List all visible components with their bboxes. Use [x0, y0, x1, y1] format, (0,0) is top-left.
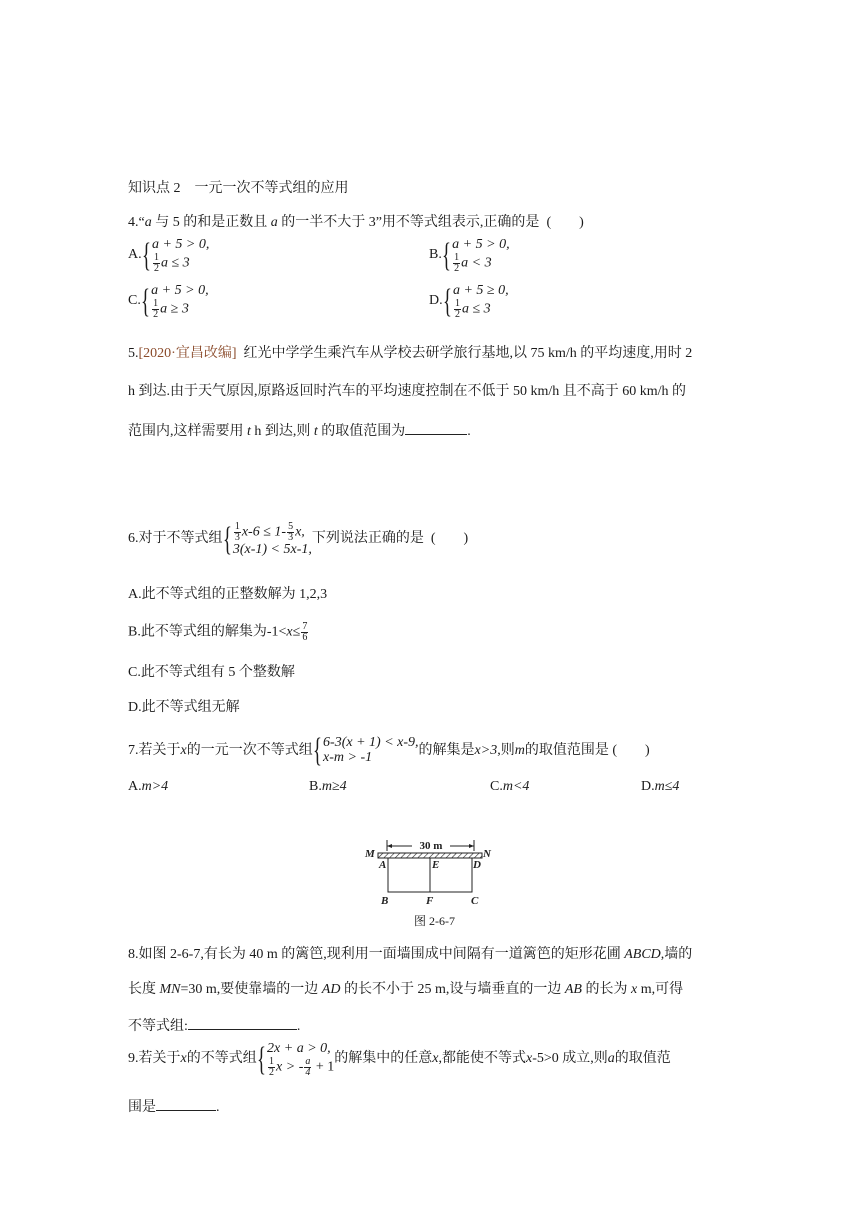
- option-line1: a + 5 > 0,: [151, 283, 209, 298]
- q7-var-m: m: [514, 742, 525, 758]
- fraction: $\frac{1}{2}$: [454, 297, 460, 320]
- q4-stem: [128, 215, 584, 232]
- q6-stem-post: 下列说法正确的是: [311, 531, 424, 547]
- q6-system: $\frac{1}{3}$ x-6 ≤ 1- $\frac{5}{3}$ x, 3(x-1) < 5x-1,: [232, 521, 312, 557]
- q6-option-a[interactable]: A.此不等式组的正整数解为 1,2,3: [128, 587, 328, 602]
- brace-icon: {: [256, 1040, 266, 1078]
- q6-stem-pre: 6.对于不等式组: [128, 531, 223, 547]
- option-line2: a ≥ 3: [160, 301, 189, 317]
- option-line1: a + 5 > 0,: [151, 237, 210, 252]
- option-letter: C.: [128, 293, 141, 309]
- q4-stem-pre: 4.“: [128, 215, 145, 230]
- q6-option-c[interactable]: C.此不等式组有 5 个整数解: [128, 665, 295, 680]
- q8-line2: 长度 MN=30 m,要使靠墙的一边 AD 的长不小于 25 m,设与墙垂直的一边 AB 的长为 x m,可得: [128, 982, 684, 997]
- q4-option-c[interactable]: [128, 284, 209, 320]
- q7-option-d[interactable]: D.m≤4: [641, 779, 680, 794]
- fraction: $\frac{1}{2}$: [454, 251, 460, 274]
- q5-line3-mid: h 到达,则: [250, 424, 314, 439]
- option-line2: a ≤ 3: [461, 301, 491, 317]
- q4-option-d[interactable]: [429, 284, 509, 320]
- q4-var-a: a: [270, 215, 278, 230]
- section-label: 知识点 2: [128, 181, 181, 196]
- q5-line3-end: .: [467, 424, 471, 439]
- option-line1: a + 5 > 0,: [452, 237, 510, 252]
- q5-line2-text: h 到达.由于天气原因,原路返回时汽车的平均速度控制在不低于 50 km/h 且不高于 60 km/h 的: [128, 384, 687, 399]
- q8-line3: 不等式组: .: [128, 1015, 300, 1036]
- q7-stem: 7.若关于 x 的一元一次不等式组 { 6-3(x + 1) < x-9, x-m > -1 的解集是 x>3 ,则 m 的取值范围是 ( ): [128, 732, 650, 769]
- q7-answer-paren: ( ): [612, 742, 650, 758]
- q9-line1: 9.若关于 x 的不等式组 { 2x + a > 0, $\frac{1}{2}$ x > - $\frac{a}{4}$ + 1 的解集中的任意 x ,都能使不等式 x -5>0 成立,则 a 的取值范: [128, 1040, 671, 1078]
- fraction: $\frac{5}{3}$: [288, 521, 294, 543]
- q7-solution: x>3: [474, 742, 498, 758]
- fraction: $\frac{a}{4}$: [305, 1055, 311, 1078]
- q7-option-b[interactable]: B.m≥4: [309, 779, 347, 794]
- option-line1: a + 5 ≥ 0,: [452, 283, 509, 298]
- q4-stem-post: 的一半不大于 3”用不等式组表示,正确的是: [277, 215, 540, 230]
- wall-MN: [378, 853, 482, 858]
- option-letter: A.: [128, 247, 142, 263]
- svg-text:B: B: [381, 895, 389, 907]
- brace-icon: {: [441, 236, 451, 274]
- fraction: $\frac{1}{2}$: [153, 297, 159, 320]
- q5-line1-text: 红光中学学生乘汽车从学校去研学旅行基地,以 75 km/h 的平均速度,用时 2: [243, 346, 693, 361]
- q9-line2: 围是 .: [128, 1096, 220, 1117]
- q6-answer-paren: ( ): [430, 531, 469, 547]
- q7-option-a[interactable]: A.m>4: [128, 779, 169, 794]
- q5-var-t: t: [247, 424, 251, 439]
- q6-option-b[interactable]: B.此不等式组的解集为-1<x≤ $\frac{7}{6}$: [128, 621, 308, 643]
- svg-text:A: A: [379, 859, 387, 871]
- q8-answer-blank[interactable]: [188, 1015, 297, 1030]
- q7-var-x: x: [180, 742, 187, 758]
- option-letter: B.: [429, 247, 442, 263]
- q5-line3-pre: 范围内,这样需要用: [128, 424, 247, 439]
- brace-icon: {: [222, 520, 232, 558]
- q5-number: 5.: [128, 346, 139, 361]
- q4-answer-paren: ( ): [546, 215, 584, 230]
- brace-icon: {: [312, 732, 322, 769]
- q5-line3: [128, 420, 471, 441]
- q8-line1: 8.如图 2-6-7,有长为 40 m 的篱笆,现利用一面墙围成中间隔有一道篱笆的矩形花圃 ABCD,墙的: [128, 947, 693, 962]
- length-label: 30 m: [419, 840, 443, 852]
- option-letter: D.: [429, 293, 443, 309]
- q5-var-t: t: [313, 424, 318, 439]
- svg-text:C: C: [471, 895, 479, 907]
- brace-icon: {: [442, 282, 452, 320]
- svg-text:E: E: [432, 859, 440, 871]
- figure-caption: 图 2-6-7: [414, 914, 455, 928]
- svg-text:M: M: [365, 848, 375, 860]
- svg-text:F: F: [426, 895, 434, 907]
- q5-line3-post: 的取值范围为: [317, 424, 406, 439]
- q9-system: 2x + a > 0, $\frac{1}{2}$ x > - $\frac{a}{4}$ + 1: [267, 1041, 335, 1078]
- fraction: $\frac{1}{2}$: [153, 251, 159, 274]
- q4-var-a: a: [144, 215, 152, 230]
- q4-option-b[interactable]: [429, 238, 510, 274]
- svg-text:N: N: [483, 848, 491, 860]
- q7-option-c[interactable]: C.m<4: [490, 779, 530, 794]
- q5-source: [2020·宜昌改编]: [138, 346, 237, 361]
- q6-system-line2: 3(x-1) < 5x-1,: [232, 542, 312, 557]
- q5-line2: [128, 384, 686, 401]
- q6-option-d[interactable]: D.此不等式组无解: [128, 700, 240, 715]
- fraction: $\frac{1}{3}$: [234, 521, 240, 543]
- section-title: 一元一次不等式组的应用: [194, 181, 349, 196]
- svg-text:D: D: [473, 859, 481, 871]
- q9-answer-blank[interactable]: [156, 1096, 216, 1111]
- figure-2-6-7: [362, 834, 498, 908]
- fraction: $\frac{7}{6}$: [302, 621, 308, 643]
- brace-icon: {: [140, 282, 150, 320]
- q7-system: 6-3(x + 1) < x-9, x-m > -1: [323, 735, 419, 765]
- fraction: $\frac{1}{2}$: [269, 1055, 275, 1078]
- q4-option-a[interactable]: [128, 238, 209, 274]
- q4-stem-mid: 与 5 的和是正数且: [151, 215, 271, 230]
- brace-icon: {: [141, 236, 151, 274]
- section-heading: [128, 181, 349, 198]
- option-line2: a < 3: [461, 255, 492, 271]
- q5-answer-blank[interactable]: [405, 420, 467, 435]
- option-line2: a ≤ 3: [160, 255, 190, 271]
- q6-stem: [128, 522, 468, 558]
- q5-line1: [128, 346, 692, 363]
